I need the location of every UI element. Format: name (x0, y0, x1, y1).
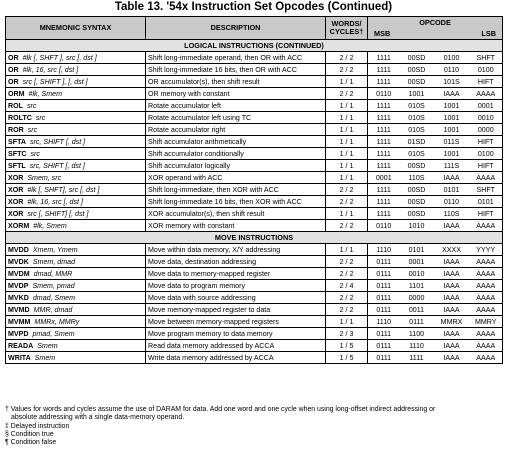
mnemonic-operands: #lk, Smem (28, 89, 63, 98)
table-row (6, 52, 503, 64)
opcode-lsb-lo: MMRY (470, 316, 503, 328)
opcode-lsb-hi: 111S (434, 160, 470, 172)
opcode-msb-hi: 0111 (368, 268, 400, 280)
description-cell: Move data, destination addressing (146, 256, 326, 268)
mnemonic-operands: src [, SHIFT] [, dst ] (27, 209, 89, 218)
mnemonic-cell (6, 52, 146, 64)
opcode-lsb-hi: IAAA (434, 256, 470, 268)
opcode-msb-hi: 1111 (368, 100, 400, 112)
mnemonic-op: XOR (8, 197, 24, 206)
mnemonic-op: MVDP (8, 281, 29, 290)
opcode-msb-lo: 1001 (400, 88, 434, 100)
mnemonic-op: MVMD (8, 305, 30, 314)
table-row (6, 244, 503, 256)
opcode-lsb-lo: AAAA (470, 292, 503, 304)
table-row (6, 256, 503, 268)
opcode-msb-hi: 0110 (368, 220, 400, 232)
opcode-msb-hi: 1111 (368, 136, 400, 148)
opcode-msb-hi: 1110 (368, 316, 400, 328)
mnemonic-op: XORM (8, 221, 30, 230)
mnemonic-cell (6, 280, 146, 292)
header-description: DESCRIPTION (146, 17, 326, 40)
mnemonic-op: MVPD (8, 329, 29, 338)
opcode-table (5, 16, 503, 364)
table-row (6, 148, 503, 160)
mnemonic-op: OR (8, 65, 19, 74)
opcode-lsb-hi: IAAA (434, 172, 470, 184)
footnote-dagger: † Values for words and cycles assume the use of DARAM for data. Add one word and one cycle when using long-offset indirect addressing or (5, 406, 436, 413)
opcode-lsb-lo: AAAA (470, 172, 503, 184)
mnemonic-cell (6, 352, 146, 364)
opcode-msb-lo: 00SD (400, 52, 434, 64)
description-cell: OR memory with constant (146, 88, 326, 100)
opcode-msb-lo: 00SD (400, 160, 434, 172)
mnemonic-operands: #lk [, SHFT ], src [, dst ] (22, 53, 97, 62)
description-cell: Move program memory to data memory (146, 328, 326, 340)
mnemonic-cell (6, 100, 146, 112)
opcode-msb-lo: 01SD (400, 136, 434, 148)
mnemonic-op: READA (8, 341, 34, 350)
footnotes (5, 406, 502, 447)
words-cycles-cell: 2 / 3 (326, 328, 368, 340)
mnemonic-cell (6, 268, 146, 280)
table-title: Table 13. '54x Instruction Set Opcodes (Continued) (114, 1, 393, 13)
mnemonic-operands: Xmem, Ymem (32, 245, 78, 254)
opcode-msb-hi: 1111 (368, 208, 400, 220)
mnemonic-cell (6, 208, 146, 220)
mnemonic-cell (6, 304, 146, 316)
words-cycles-cell: 1 / 1 (326, 208, 368, 220)
mnemonic-operands: src (26, 101, 37, 110)
mnemonic-op: SFTC (8, 149, 27, 158)
opcode-lsb-hi: 110S (434, 208, 470, 220)
words-cycles-cell: 1 / 1 (326, 124, 368, 136)
opcode-msb-hi: 1110 (368, 244, 400, 256)
description-cell: XOR memory with constant (146, 220, 326, 232)
words-cycles-cell: 1 / 1 (326, 112, 368, 124)
opcode-msb-lo: 0001 (400, 256, 434, 268)
footnote-ddagger: ‡ Delayed instruction (5, 422, 70, 430)
opcode-msb-hi: 1111 (368, 148, 400, 160)
description-cell: OR accumulator(s), then shift result (146, 76, 326, 88)
opcode-msb-hi: 1111 (368, 160, 400, 172)
opcode-msb-hi: 0111 (368, 280, 400, 292)
opcode-msb-lo: 1010 (400, 220, 434, 232)
mnemonic-op: MVKD (8, 293, 29, 302)
opcode-msb-hi: 1111 (368, 184, 400, 196)
mnemonic-operands: Smem (34, 353, 56, 362)
opcode-lsb-hi: 0110 (434, 196, 470, 208)
words-cycles-cell: 2 / 2 (326, 52, 368, 64)
words-cycles-cell: 1 / 1 (326, 148, 368, 160)
mnemonic-op: SFTL (8, 161, 26, 170)
table-row (6, 328, 503, 340)
opcode-msb-lo: 010S (400, 124, 434, 136)
mnemonic-cell (6, 148, 146, 160)
description-cell: Rotate accumulator left using TC (146, 112, 326, 124)
header-msb: MSB (368, 28, 434, 40)
opcode-msb-lo: 0000 (400, 292, 434, 304)
header-mnemonic: MNEMONIC SYNTAX (6, 17, 146, 40)
mnemonic-cell (6, 172, 146, 184)
table-row (6, 268, 503, 280)
mnemonic-op: XOR (8, 209, 24, 218)
table-row (6, 100, 503, 112)
opcode-lsb-lo: SHFT (470, 52, 503, 64)
opcode-lsb-lo: AAAA (470, 256, 503, 268)
section-header-row (6, 232, 503, 244)
mnemonic-cell (6, 292, 146, 304)
opcode-msb-hi: 1111 (368, 196, 400, 208)
opcode-lsb-lo: 0001 (470, 100, 503, 112)
words-cycles-cell: 1 / 1 (326, 172, 368, 184)
table-row (6, 304, 503, 316)
description-cell: Move data with source addressing (146, 292, 326, 304)
words-cycles-cell: 1 / 1 (326, 76, 368, 88)
description-cell: Move between memory-mapped registers (146, 316, 326, 328)
opcode-msb-hi: 1111 (368, 124, 400, 136)
description-cell: Write data memory addressed by ACCA (146, 352, 326, 364)
table-row (6, 160, 503, 172)
mnemonic-operands: src [, SHIFT ], [, dst ] (22, 77, 88, 86)
opcode-msb-hi: 1111 (368, 52, 400, 64)
mnemonic-op: OR (8, 53, 19, 62)
description-cell: Rotate accumulator left (146, 100, 326, 112)
mnemonic-cell (6, 160, 146, 172)
description-cell: XOR operand with ACC (146, 172, 326, 184)
table-row (6, 340, 503, 352)
opcode-msb-hi: 0111 (368, 304, 400, 316)
opcode-lsb-hi: 101S (434, 76, 470, 88)
opcode-msb-lo: 00SD (400, 196, 434, 208)
opcode-lsb-lo: HIFT (470, 136, 503, 148)
opcode-lsb-lo: 0101 (470, 196, 503, 208)
mnemonic-cell (6, 112, 146, 124)
mnemonic-operands: Smem, dmad (32, 257, 76, 266)
mnemonic-cell (6, 340, 146, 352)
mnemonic-operands: #lk, 16, src [, dst ] (22, 65, 79, 74)
words-cycles-cell: 2 / 2 (326, 184, 368, 196)
mnemonic-operands: MMRx, MMRy (34, 317, 80, 326)
opcode-lsb-lo: AAAA (470, 328, 503, 340)
mnemonic-cell (6, 136, 146, 148)
mnemonic-operands: pmad, Smem (32, 329, 75, 338)
words-cycles-cell: 1 / 1 (326, 316, 368, 328)
opcode-lsb-hi: IAAA (434, 352, 470, 364)
description-cell: Move data to program memory (146, 280, 326, 292)
description-cell: Shift accumulator logically (146, 160, 326, 172)
mnemonic-cell (6, 220, 146, 232)
mnemonic-cell (6, 64, 146, 76)
table-row (6, 280, 503, 292)
mnemonic-operands: dmad, MMR (33, 269, 73, 278)
mnemonic-op: ROR (8, 125, 24, 134)
header-lsb: LSB (434, 28, 503, 40)
opcode-msb-lo: 0010 (400, 268, 434, 280)
mnemonic-cell (6, 244, 146, 256)
mnemonic-operands: src, SHIFT [, dst ] (29, 137, 86, 146)
opcode-msb-lo: 010S (400, 100, 434, 112)
words-cycles-cell: 2 / 2 (326, 292, 368, 304)
mnemonic-op: ORM (8, 89, 25, 98)
table-row (6, 220, 503, 232)
description-cell: Move memory-mapped register to data (146, 304, 326, 316)
words-cycles-cell: 2 / 2 (326, 88, 368, 100)
opcode-lsb-lo: 0100 (470, 64, 503, 76)
mnemonic-op: OR (8, 77, 19, 86)
table-row (6, 76, 503, 88)
opcode-lsb-hi: 011S (434, 136, 470, 148)
mnemonic-cell (6, 88, 146, 100)
opcode-lsb-lo: SHFT (470, 184, 503, 196)
mnemonic-operands: #lk, Smem (33, 221, 67, 230)
words-cycles-cell: 1 / 1 (326, 100, 368, 112)
opcode-lsb-hi: IAAA (434, 304, 470, 316)
table-row (6, 124, 503, 136)
mnemonic-op: MVDK (8, 257, 29, 266)
mnemonic-op: ROLTC (8, 113, 32, 122)
opcode-msb-lo: 00SD (400, 64, 434, 76)
table-row (6, 172, 503, 184)
opcode-lsb-hi: 1001 (434, 100, 470, 112)
opcode-msb-hi: 0111 (368, 340, 400, 352)
table-row (6, 292, 503, 304)
mnemonic-operands: Smem, src (27, 173, 62, 182)
opcode-lsb-lo: AAAA (470, 280, 503, 292)
opcode-lsb-hi: 1001 (434, 112, 470, 124)
opcode-msb-lo: 0111 (400, 316, 434, 328)
opcode-lsb-hi: IAAA (434, 268, 470, 280)
opcode-msb-lo: 00SD (400, 76, 434, 88)
opcode-lsb-hi: IAAA (434, 292, 470, 304)
mnemonic-operands: src (30, 149, 40, 158)
opcode-lsb-hi: 1001 (434, 148, 470, 160)
description-cell: Move data to memory-mapped register (146, 268, 326, 280)
opcode-lsb-hi: IAAA (434, 220, 470, 232)
table-row (6, 136, 503, 148)
opcode-lsb-hi: XXXX (434, 244, 470, 256)
opcode-lsb-lo: YYYY (470, 244, 503, 256)
mnemonic-cell (6, 184, 146, 196)
opcode-lsb-lo: AAAA (470, 268, 503, 280)
opcode-msb-hi: 0001 (368, 172, 400, 184)
opcode-msb-hi: 0110 (368, 88, 400, 100)
mnemonic-cell (6, 256, 146, 268)
opcode-lsb-lo: AAAA (470, 304, 503, 316)
opcode-msb-lo: 00SD (400, 184, 434, 196)
words-cycles-cell: 1 / 5 (326, 340, 368, 352)
opcode-msb-hi: 1111 (368, 112, 400, 124)
header-cycles: CYCLES† (329, 27, 364, 36)
opcode-lsb-hi: MMRX (434, 316, 470, 328)
table-row (6, 316, 503, 328)
mnemonic-op: XOR (8, 173, 24, 182)
opcode-msb-lo: 010S (400, 148, 434, 160)
words-cycles-cell: 2 / 2 (326, 268, 368, 280)
description-cell: Shift long-immediate 16 bits, then XOR with ACC (146, 196, 326, 208)
table-row (6, 196, 503, 208)
description-cell: Shift long-immediate operand, then OR with ACC (146, 52, 326, 64)
opcode-lsb-lo: HIFT (470, 76, 503, 88)
opcode-lsb-lo: 0010 (470, 112, 503, 124)
section-header-row (6, 40, 503, 52)
footnote-section: § Condition true (5, 430, 54, 438)
words-cycles-cell: 1 / 5 (326, 352, 368, 364)
words-cycles-cell: 1 / 1 (326, 136, 368, 148)
mnemonic-operands: #lk [, SHFT], src [, dst ] (27, 185, 100, 194)
mnemonic-op: WRITA (8, 353, 31, 362)
table-row (6, 64, 503, 76)
table-row (6, 88, 503, 100)
description-cell: Shift long-immediate, then XOR with ACC (146, 184, 326, 196)
words-cycles-cell: 2 / 2 (326, 64, 368, 76)
mnemonic-operands: src (35, 113, 46, 122)
description-cell: XOR accumulator(s), then shift result (146, 208, 326, 220)
mnemonic-cell (6, 316, 146, 328)
mnemonic-op: MVDM (8, 269, 30, 278)
opcode-lsb-hi: 0100 (434, 52, 470, 64)
words-cycles-cell: 2 / 2 (326, 196, 368, 208)
opcode-lsb-lo: AAAA (470, 220, 503, 232)
mnemonic-op: ROL (8, 101, 23, 110)
opcode-msb-hi: 1111 (368, 64, 400, 76)
opcode-msb-lo: 0011 (400, 304, 434, 316)
header-words: WORDS/ (331, 19, 362, 28)
opcode-lsb-lo: AAAA (470, 88, 503, 100)
mnemonic-cell (6, 124, 146, 136)
words-cycles-cell: 2 / 2 (326, 220, 368, 232)
table-row (6, 112, 503, 124)
section-title: LOGICAL INSTRUCTIONS (CONTINUED) (6, 40, 503, 52)
words-cycles-cell: 1 / 1 (326, 160, 368, 172)
mnemonic-operands: src (27, 125, 38, 134)
opcode-lsb-lo: 0100 (470, 148, 503, 160)
opcode-lsb-hi: 0110 (434, 64, 470, 76)
table-row (6, 352, 503, 364)
table-row (6, 184, 503, 196)
header-opcode: OPCODE (368, 17, 503, 29)
opcode-lsb-hi: IAAA (434, 340, 470, 352)
opcode-lsb-lo: 0000 (470, 124, 503, 136)
mnemonic-operands: #lk, 16, src [, dst ] (27, 197, 83, 206)
mnemonic-operands: Smem (37, 341, 58, 350)
opcode-msb-lo: 110S (400, 172, 434, 184)
mnemonic-operands: MMR, dmad (33, 305, 73, 314)
opcode-lsb-hi: IAAA (434, 280, 470, 292)
opcode-msb-lo: 0101 (400, 244, 434, 256)
mnemonic-cell (6, 196, 146, 208)
opcode-msb-lo: 1110 (400, 340, 434, 352)
words-cycles-cell: 2 / 2 (326, 304, 368, 316)
opcode-lsb-hi: IAAA (434, 328, 470, 340)
header-words-cycles (326, 17, 368, 40)
words-cycles-cell: 2 / 4 (326, 280, 368, 292)
mnemonic-operands: src, SHIFT [, dst ] (29, 161, 85, 170)
footnote-dagger-cont: absolute addressing with a single data-memory operand. (11, 414, 185, 422)
opcode-lsb-lo: HIFT (470, 160, 503, 172)
opcode-msb-lo: 1111 (400, 352, 434, 364)
mnemonic-op: SFTA (8, 137, 26, 146)
opcode-lsb-hi: 0101 (434, 184, 470, 196)
opcode-lsb-hi: 1001 (434, 124, 470, 136)
opcode-msb-hi: 0111 (368, 352, 400, 364)
mnemonic-operands: dmad, Smem (32, 293, 76, 302)
words-cycles-cell: 1 / 1 (326, 244, 368, 256)
opcode-msb-hi: 0111 (368, 328, 400, 340)
opcode-msb-lo: 00SD (400, 208, 434, 220)
opcode-lsb-hi: IAAA (434, 88, 470, 100)
opcode-msb-lo: 1101 (400, 280, 434, 292)
opcode-msb-hi: 0111 (368, 256, 400, 268)
opcode-msb-hi: 0111 (368, 292, 400, 304)
footnote-pilcrow: ¶ Condition false (5, 439, 57, 447)
mnemonic-op: XOR (8, 185, 24, 194)
opcode-msb-lo: 010S (400, 112, 434, 124)
mnemonic-op: MVDD (8, 245, 29, 254)
opcode-lsb-lo: AAAA (470, 340, 503, 352)
section-title: MOVE INSTRUCTIONS (6, 232, 503, 244)
mnemonic-operands: Smem, pmad (32, 281, 75, 290)
description-cell: Shift accumulator conditionally (146, 148, 326, 160)
description-cell: Rotate accumulator right (146, 124, 326, 136)
opcode-msb-hi: 1111 (368, 76, 400, 88)
opcode-lsb-lo: AAAA (470, 352, 503, 364)
mnemonic-cell (6, 76, 146, 88)
description-cell: Shift accumulator arithmetically (146, 136, 326, 148)
opcode-msb-lo: 1100 (400, 328, 434, 340)
mnemonic-cell (6, 328, 146, 340)
mnemonic-op: MVMM (8, 317, 31, 326)
table-row (6, 208, 503, 220)
description-cell: Move within data memory, X/Y addressing (146, 244, 326, 256)
opcode-lsb-lo: HIFT (470, 208, 503, 220)
table-body (6, 40, 503, 364)
description-cell: Shift long-immediate 16 bits, then OR with ACC (146, 64, 326, 76)
words-cycles-cell: 2 / 2 (326, 256, 368, 268)
description-cell: Read data memory addressed by ACCA (146, 340, 326, 352)
